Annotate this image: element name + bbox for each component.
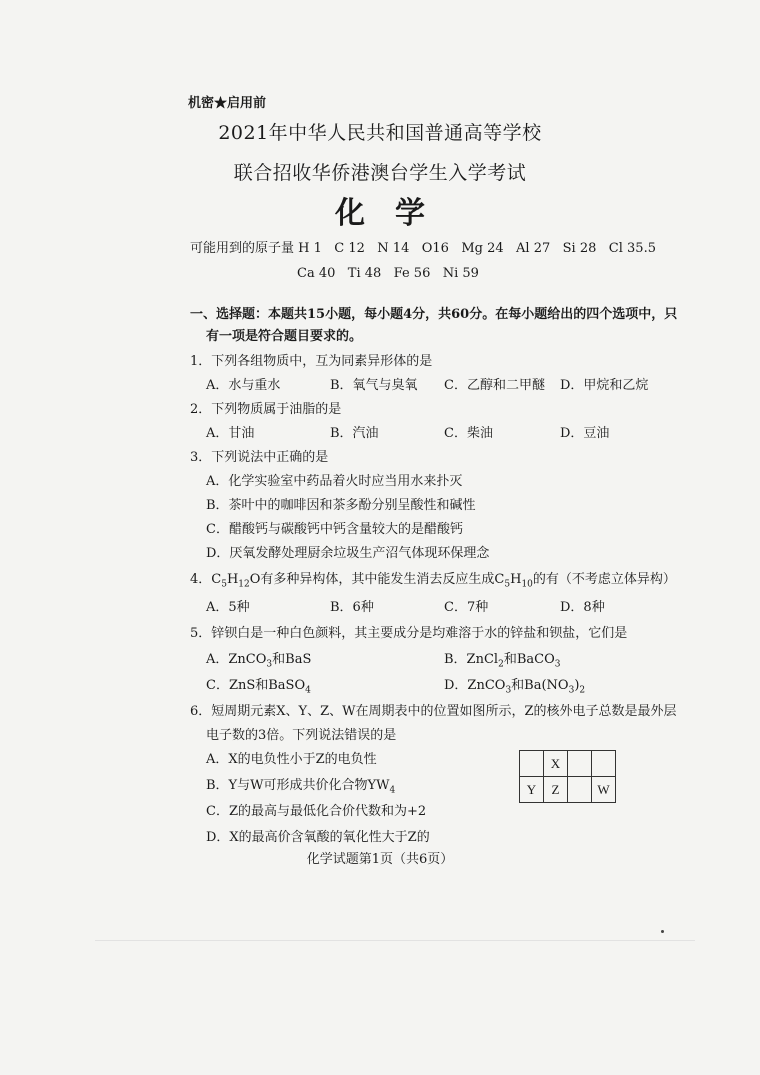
q5-subscript: 3 — [554, 659, 561, 670]
q4-stem-part: 4．C — [190, 572, 222, 587]
question-1-stem: 1．下列各组物质中，互为同素异形体的是 — [190, 354, 433, 369]
scan-artifact-line — [95, 940, 695, 941]
scan-speck — [661, 930, 664, 933]
grid-cell-empty — [592, 751, 616, 777]
periodic-table-fragment — [519, 750, 616, 803]
question-6-stem: 6．短周期元素X、Y、Z、W在周期表中的位置如图所示，Z的核外电子总数是最外层 — [190, 704, 677, 719]
section-heading-line2: 有一项是符合题目要求的。 — [206, 329, 363, 344]
q3-option-d: D．厌氧发酵处理厨余垃圾生产沼气体现环保理念 — [206, 546, 490, 561]
grid-cell-x: X — [544, 751, 568, 777]
question-3-stem: 3．下列说法中正确的是 — [190, 450, 329, 465]
q4-subscript: 12 — [238, 579, 250, 590]
q1-option-b: B．氧气与臭氧 — [330, 378, 418, 393]
q6-b-part: B．Y与W可形成共价化合物YW — [206, 778, 390, 793]
q3-option-c: C．醋酸钙与碳酸钙中钙含量较大的是醋酸钙 — [206, 522, 463, 537]
q5-d-part: 和Ba(NO — [511, 678, 569, 693]
q6-option-c: C．Z的最高与最低化合价代数和为+2 — [206, 804, 427, 819]
q5-b-part: 和BaCO — [503, 652, 555, 667]
q4-subscript: 5 — [221, 579, 227, 590]
q4-option-d: D．8种 — [560, 600, 605, 615]
q3-option-b: B．茶叶中的咖啡因和茶多酚分别呈酸性和碱性 — [206, 498, 476, 513]
q5-option-d — [444, 674, 585, 696]
q4-stem-part: H — [226, 572, 239, 587]
q6-option-a: A．X的电负性小于Z的电负性 — [206, 752, 377, 767]
q5-subscript: 4 — [305, 685, 311, 696]
question-2-stem: 2．下列物质属于油脂的是 — [190, 402, 342, 417]
q5-d-part: D．ZnCO — [444, 678, 506, 693]
confidential-label: 机密★启用前 — [188, 96, 267, 111]
q5-option-c — [206, 674, 311, 696]
question-6-stem-line2: 电子数的3倍。下列说法错误的是 — [206, 728, 397, 743]
q1-option-c: C．乙醇和二甲醚 — [444, 378, 545, 393]
q2-option-a: A．甘油 — [206, 426, 255, 441]
q5-a-part: 和BaS — [272, 652, 312, 667]
grid-cell-empty — [568, 777, 592, 803]
q4-option-a: A．5种 — [206, 600, 250, 615]
atomic-mass-line1: 可能用到的原子量 H 1 C 12 N 14 O16 Mg 24 Al 27 Si 28 Cl 35.5 — [190, 241, 656, 256]
grid-cell-empty — [520, 751, 544, 777]
q4-option-b: B．6种 — [330, 600, 374, 615]
subject-title: 化学 — [335, 196, 455, 231]
q5-a-part: A．ZnCO — [206, 652, 267, 667]
q4-stem-part: O有多种异构体，其中能发生消去反应生成C — [249, 572, 505, 587]
q2-option-d: D．豆油 — [560, 426, 610, 441]
grid-cell-z: Z — [544, 777, 568, 803]
q1-option-d: D．甲烷和乙烷 — [560, 378, 649, 393]
exam-title-line1: 2021年中华人民共和国普通高等学校 — [218, 122, 542, 144]
q4-option-c: C．7种 — [444, 600, 489, 615]
q6-option-b — [206, 774, 395, 796]
q5-subscript: 2 — [498, 659, 504, 670]
q5-option-b — [444, 648, 560, 670]
q6-subscript: 4 — [389, 785, 396, 796]
q4-stem-part: 的有（不考虑立体异构） — [532, 572, 676, 587]
page-footer: 化学试题第1页（共6页） — [306, 852, 454, 867]
q5-subscript: 3 — [266, 659, 273, 670]
q3-option-a: A．化学实验室中药品着火时应当用水来扑灭 — [206, 474, 463, 489]
q5-subscript: 3 — [505, 685, 512, 696]
exam-title-line2: 联合招收华侨港澳台学生入学考试 — [233, 162, 527, 184]
atomic-mass-line2: Ca 40 Ti 48 Fe 56 Ni 59 — [297, 266, 479, 281]
q4-stem-part: H — [510, 572, 522, 587]
q5-subscript: 2 — [579, 685, 586, 696]
grid-cell-empty — [568, 751, 592, 777]
q2-option-c: C．柴油 — [444, 426, 493, 441]
q5-subscript: 3 — [568, 685, 575, 696]
section-heading: 一、选择题：本题共15小题，每小题4分，共60分。在每小题给出的四个选项中，只 — [190, 307, 678, 322]
q2-option-b: B．汽油 — [330, 426, 379, 441]
q4-subscript: 10 — [521, 579, 533, 590]
q5-d-part: ) — [574, 678, 580, 693]
question-5-stem: 5．锌钡白是一种白色颜料，其主要成分是均难溶于水的锌盐和钡盐，它们是 — [190, 626, 628, 641]
q5-option-a — [206, 648, 311, 670]
grid-cell-y: Y — [520, 777, 544, 803]
q5-b-part: B．ZnCl — [444, 652, 499, 667]
question-4-stem — [190, 568, 676, 590]
grid-cell-w: W — [592, 777, 616, 803]
q6-option-d: D．X的最高价含氧酸的氧化性大于Z的 — [206, 830, 430, 845]
q4-subscript: 5 — [504, 579, 511, 590]
q1-option-a: A．水与重水 — [206, 378, 281, 393]
q5-c-part: C．ZnS和BaSO — [206, 678, 306, 693]
